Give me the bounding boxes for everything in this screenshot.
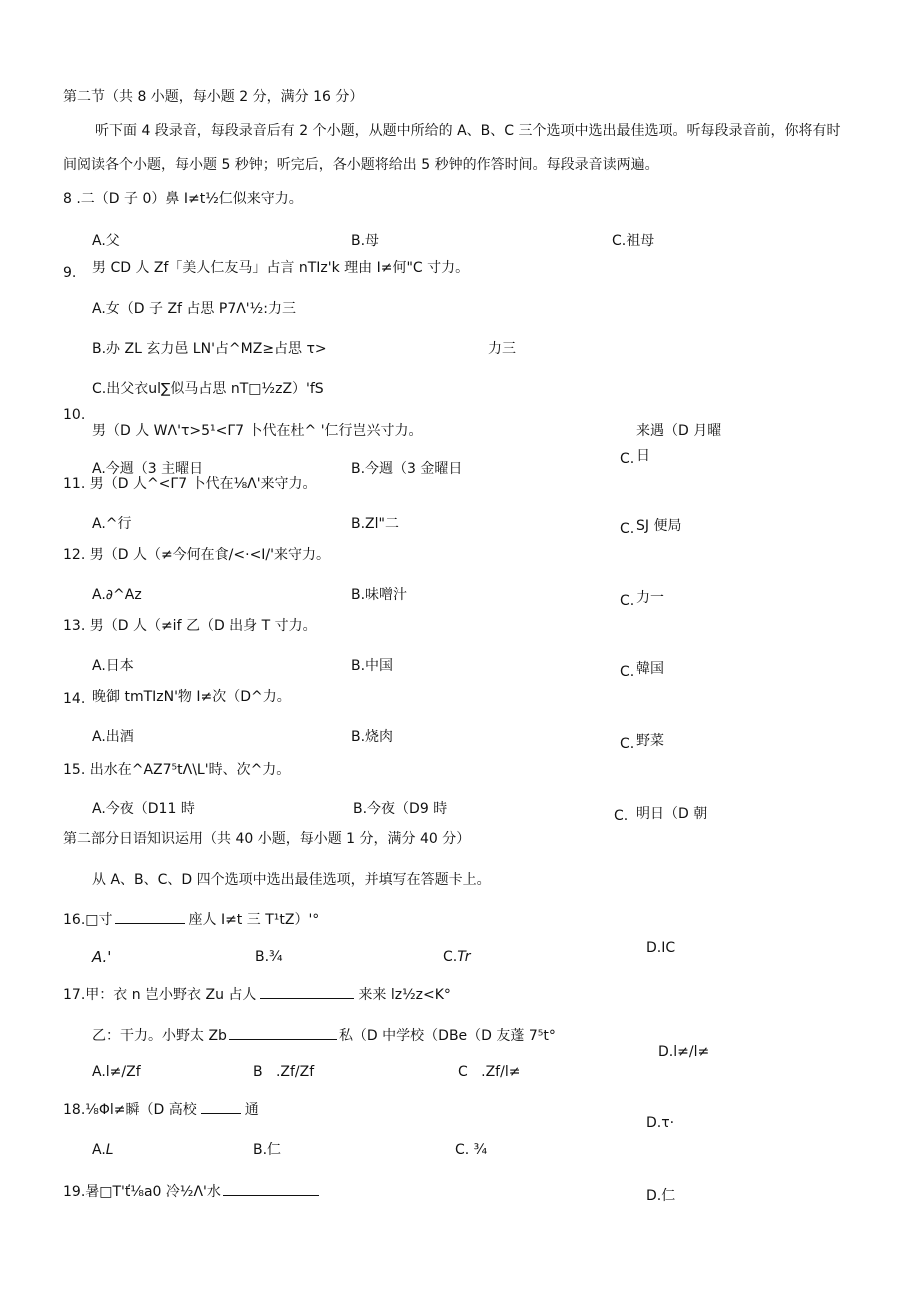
question-8-option-b: B.母	[351, 233, 380, 249]
question-15-option-b: B.今夜（D9 時	[353, 801, 448, 817]
question-8-option-c: C.祖母	[612, 233, 655, 249]
question-13-option-c-label: C.	[620, 664, 635, 680]
question-17-line1-post: 来来 lz½z<K°	[358, 987, 451, 1003]
question-18-option-d: D.τ·	[646, 1115, 675, 1131]
question-12-stem: 12. 男（D 人（≠今何在食/<·<I/'来守力。	[63, 547, 330, 563]
question-8-stem: 8 .二（D 子 0）鼻 I≠t½仁似来守力。	[63, 191, 303, 207]
question-10-options-clipped	[92, 460, 532, 477]
question-11-option-b: B.Zl"二	[351, 516, 399, 532]
question-18-option-b: B.仁	[253, 1142, 282, 1158]
question-19-stem	[63, 1183, 319, 1201]
question-13-option-c: 韓国	[636, 661, 664, 677]
section-instructions-line2: 间阅读各个小题，每小题 5 秒钟；听完后，各小题将给出 5 秒钟的作答时间。每段录音读两遍。	[63, 157, 659, 173]
question-11-stem: 11. 男（D 人^<Γ7 卜代在⅛Λ'来守力。	[63, 476, 317, 492]
question-10-number: 10.	[63, 407, 86, 423]
question-18-option-a-label: A.	[92, 1142, 106, 1158]
section-instructions-line1: 听下面 4 段录音，每段录音后有 2 个小题，从题中所给的 A、B、C 三个选项中选出最佳选项。听每段录音前，你将有时	[95, 123, 841, 139]
question-14-option-c-label: C.	[620, 736, 635, 752]
question-8-option-a: A.父	[92, 233, 120, 249]
question-17-line2	[92, 1027, 556, 1045]
question-18-stem	[63, 1101, 259, 1119]
question-17-option-d: D.l≠/l≠	[658, 1044, 710, 1060]
question-16-stem-pre: 16.□寸	[63, 912, 113, 928]
question-9-option-b: B.办 ZL 玄力邑 LN'占^MZ≥占思 τ>	[92, 341, 327, 357]
question-17-option-c: C .Zf/l≠	[458, 1064, 521, 1080]
question-17-blank-1	[260, 986, 354, 999]
question-15-option-a: A.今夜（D11 時	[92, 801, 195, 817]
question-16-option-b: B.¾	[255, 949, 283, 965]
question-19-stem-pre: 19.暑□T'ť⅛a0 冷½Λ'水	[63, 1184, 221, 1200]
question-18-option-c: C. ¾	[455, 1142, 488, 1158]
question-14-option-a: A.出酒	[92, 729, 134, 745]
question-16-option-c-text: Tr	[457, 949, 471, 965]
section-header: 第二节（共 8 小题，每小题 2 分，满分 16 分）	[63, 89, 364, 105]
question-15-stem: 15. 出水在^AZ7⁵tΛ\L'時、次^力。	[63, 762, 291, 778]
question-11-option-c-label: C.	[620, 521, 635, 537]
question-12-option-c-label: C.	[620, 593, 635, 609]
question-9-option-b-tail: 力三	[488, 341, 516, 357]
question-10-option-a: A.今週（3 主曜日	[92, 461, 204, 477]
question-14-option-b: B.烧肉	[351, 729, 394, 745]
question-19-blank	[223, 1183, 319, 1196]
question-18-stem-pre: 18.⅛Φl≠瞬（D 高校	[63, 1102, 197, 1118]
question-17-option-a: A.l≠/Zf	[92, 1064, 141, 1080]
question-16-option-c	[443, 948, 470, 966]
question-9-stem: 男 CD 人 Zf「美人仁友马」占言 nTIz'k 理由 I≠何"C 寸力。	[92, 260, 470, 276]
question-12-option-a: A.∂^Az	[92, 587, 142, 603]
question-19-option-d: D.仁	[646, 1188, 676, 1204]
question-9-option-c: C.出父衣ul∑似马占思 nT□½zZ）'fS	[92, 381, 324, 397]
question-9-number: 9.	[63, 265, 77, 281]
question-14-stem: 晚御 tmTIzN'物 I≠次（D^力。	[92, 689, 291, 705]
question-10-option-c-label: C.	[620, 451, 635, 467]
question-10-option-b: B.今週（3 金曜日	[351, 461, 463, 477]
question-16-option-a: A.'	[92, 948, 112, 966]
question-13-stem: 13. 男（D 人（≠if 乙（D 出身 T 寸力。	[63, 618, 317, 634]
question-16-option-c-label: C.	[443, 949, 458, 965]
question-17-blank-2	[229, 1027, 337, 1040]
question-17-line1	[63, 986, 451, 1004]
question-18-option-a-text: L	[105, 1142, 114, 1158]
question-16-stem	[63, 911, 319, 929]
question-17-line1-pre: 17.甲：衣 n 岂小野衣 Zu 占人	[63, 987, 257, 1003]
question-17-line2-post: 私（D 中学校（DBe（D 友蓬 7⁵t°	[338, 1028, 556, 1044]
question-13-option-a: A.日本	[92, 658, 134, 674]
question-13-option-b: B.中国	[351, 658, 394, 674]
question-14-number: 14.	[63, 691, 86, 707]
question-16-blank	[115, 911, 185, 924]
question-10-option-c-top: 来遇（D 月曜	[636, 423, 722, 439]
part2-instructions: 从 A、B、C、D 四个选项中选出最佳选项，并填写在答题卡上。	[92, 872, 491, 888]
question-18-stem-post: 通	[244, 1102, 259, 1118]
question-16-stem-post: 座人 I≠t 三 T¹tZ）'°	[188, 912, 320, 928]
question-11-option-a: A.^行	[92, 516, 132, 532]
question-18-blank	[201, 1101, 241, 1114]
question-17-line2-pre: 乙：干力。小野太 Zb	[92, 1028, 227, 1044]
question-10-option-c-tail: 日	[636, 448, 650, 464]
question-11-option-c: SJ 便局	[636, 518, 682, 534]
question-12-option-b: B.味噌汁	[351, 587, 408, 603]
question-17-option-b: B .Zf/Zf	[253, 1064, 315, 1080]
question-14-option-c: 野菜	[636, 733, 664, 749]
question-15-option-c: 明日（D 朝	[636, 806, 708, 822]
question-9-option-a: A.女（D 子 Zf 占思 P7Λ'½:力三	[92, 301, 296, 317]
part2-header: 第二部分日语知识运用（共 40 小题，每小题 1 分，满分 40 分）	[63, 831, 471, 847]
question-16-option-d: D.IC	[646, 940, 676, 956]
question-15-option-c-label: C.	[614, 808, 629, 824]
question-18-option-a	[92, 1141, 114, 1159]
question-12-option-c: 力一	[636, 590, 664, 606]
question-10-stem: 男（D 人 WΛ'τ>5¹<Γ7 卜代在杜^ '仁行岂兴寸力。	[92, 423, 423, 439]
